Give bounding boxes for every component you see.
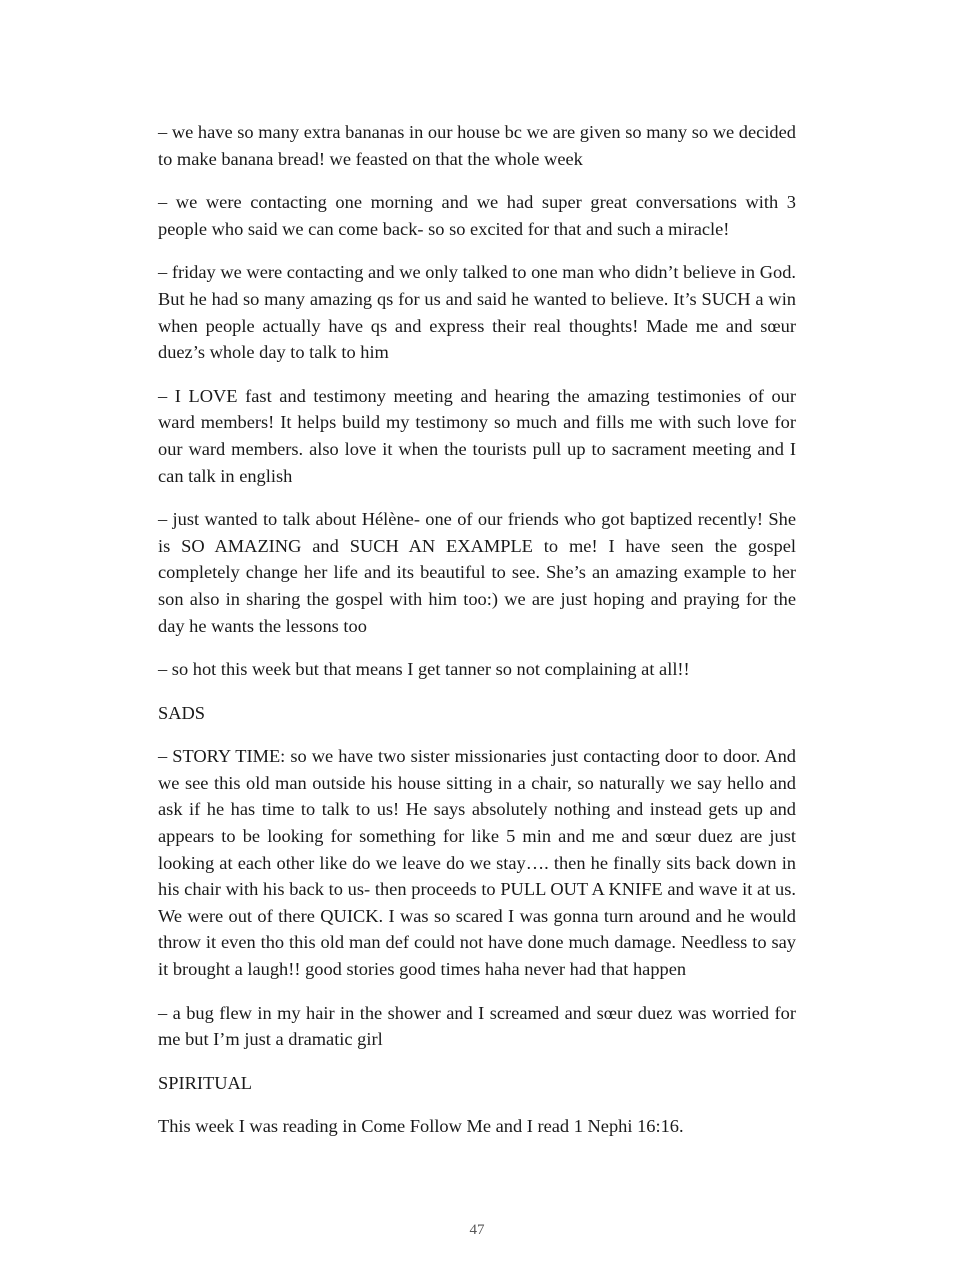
section-heading-spiritual: SPIRITUAL xyxy=(158,1072,253,1093)
paragraph-come-follow-me: This week I was reading in Come Follow Me and I read 1 Nephi 16:16. xyxy=(158,1116,684,1137)
paragraph-banana-bread: – we have so many extra bananas in our house bc we are given so many so we decided to make banana bread! we feasted on that the whole week xyxy=(158,122,796,169)
page-number: 47 xyxy=(469,1222,485,1238)
section-heading-sads: SADS xyxy=(158,702,206,723)
paragraph-contacting-morning: – we were contacting one morning and we had super great conversations with 3 people who said we can come back- so so excited for that and such a miracle! xyxy=(158,192,796,239)
paragraph-hot-week: – so hot this week but that means I get tanner so not complaining at all!! xyxy=(158,659,690,680)
paragraph-bug-shower: – a bug flew in my hair in the shower and I screamed and sœur duez was worried for me but I’m just a dramatic girl xyxy=(158,1002,796,1050)
paragraph-story-time: – STORY TIME: so we have two sister missionaries just contacting door to door. And we see this old man outside his house sitting in a chair, so naturally we say hello and ask if he has time to talk to us! He says absolutely nothing and instead gets up and appears to be looking for something for like 5 min and me and sœur duez are just looking at each other like do we leave do we stay…. then he finally sits back down in his chair with his back to us- then proceeds to PULL OUT A KNIFE and wave it at us. We were out of there QUICK. I was so scared I was gonna turn around and he would throw it even tho this old man def could not have done much damage. Needless to say it brought a laugh!! good stories good times haha never had that happen xyxy=(158,746,796,980)
paragraph-testimony-meeting: – I LOVE fast and testimony meeting and hearing the amazing testimonies of our ward members! It helps build my testimony so much and fills me with such love for our ward members. also love it when the tourists pull up to sacrament meeting and I can talk in english xyxy=(158,385,796,486)
paragraph-friday-contacting: – friday we were contacting and we only talked to one man who didn’t believe in God. But he had so many amazing qs for us and said he wanted to believe. It’s SUCH a win when people actually have qs and express their real thoughts! Made me and sœur duez’s whole day to talk to him xyxy=(158,262,796,363)
document-body xyxy=(158,119,796,1157)
paragraph-helene: – just wanted to talk about Hélène- one of our friends who got baptized recently! She is SO AMAZING and SUCH AN EXAMPLE to me! I have seen the gospel completely change her life and its beautiful to see. She’s an amazing example to her son also in sharing the gospel with him too:) we are just hoping and praying for the day he wants the lessons too xyxy=(158,509,796,636)
